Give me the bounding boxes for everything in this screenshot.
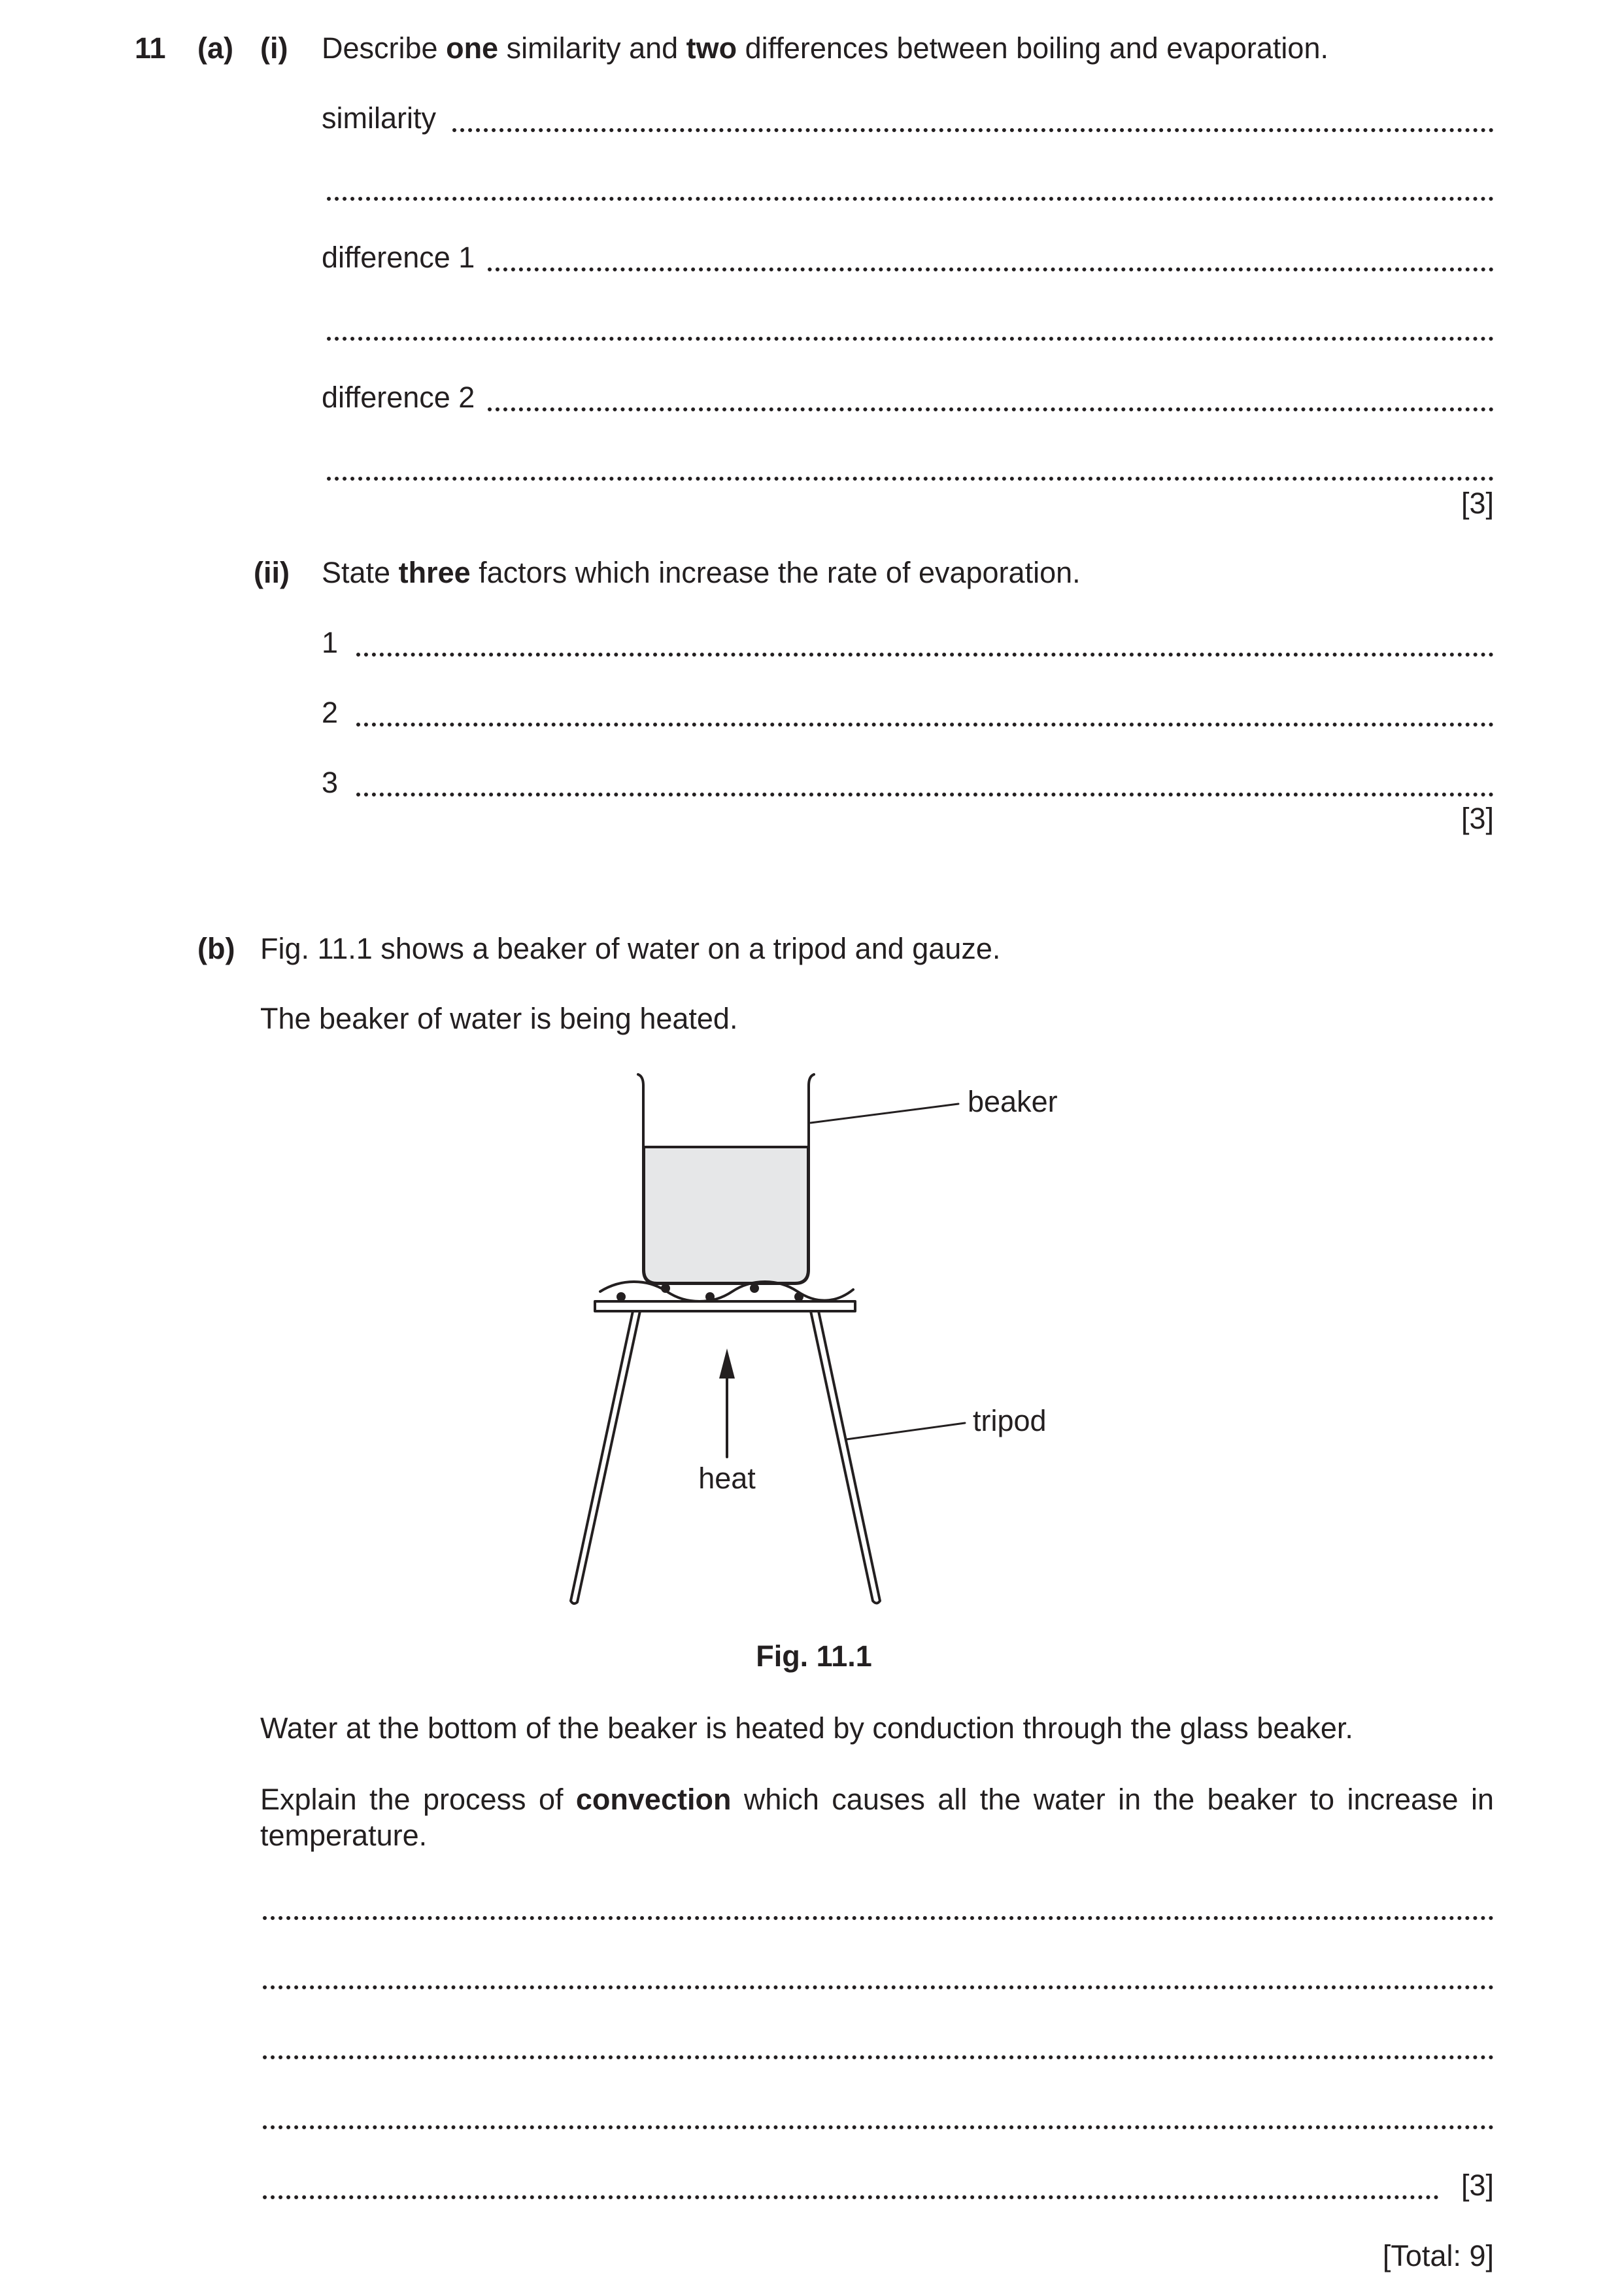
part-b-intro-1: Fig. 11.1 shows a beaker of water on a tripod and gauze.	[260, 932, 1001, 965]
gauze-dot	[750, 1284, 759, 1293]
factor-2-label: 2	[322, 696, 339, 729]
part-b-label: (b)	[197, 932, 235, 965]
gauze-dot	[617, 1292, 626, 1301]
sub-i-label: (i)	[260, 31, 288, 65]
factor-1-label: 1	[322, 626, 339, 659]
tripod-label: tripod	[973, 1404, 1047, 1437]
sub-i-prompt: Describe one similarity and two differences between boiling and evaporation.	[322, 31, 1328, 65]
similarity-label: similarity	[322, 101, 436, 135]
gauze-dot	[705, 1292, 715, 1301]
heat-label: heat	[698, 1462, 756, 1495]
part-b-marks: [3]	[1461, 2168, 1494, 2202]
tripod-top	[595, 1301, 855, 1311]
tripod-right-leg	[811, 1311, 880, 1603]
factor-3-label: 3	[322, 766, 339, 799]
total-marks: [Total: 9]	[1382, 2239, 1494, 2272]
gauze-dot	[794, 1292, 803, 1301]
gauze-dot	[661, 1284, 670, 1293]
convection-answer-line-2[interactable]	[263, 1985, 1494, 1989]
difference-1-label: difference 1	[322, 241, 475, 274]
figure-caption: Fig. 11.1	[756, 1639, 872, 1673]
part-a-label: (a)	[197, 31, 233, 65]
convection-answer-line-1[interactable]	[263, 1916, 1494, 1920]
part-b-text-1: Water at the bottom of the beaker is heated by conduction through the glass beaker.	[260, 1711, 1353, 1745]
sub-i-marks: [3]	[1461, 487, 1494, 520]
part-b-intro-2: The beaker of water is being heated.	[260, 1002, 738, 1035]
convection-answer-line-4[interactable]	[263, 2125, 1494, 2129]
tripod-leader-line	[847, 1423, 965, 1439]
tripod-left-leg	[571, 1311, 640, 1603]
sub-ii-label: (ii)	[254, 556, 290, 589]
heat-arrow-head	[719, 1348, 735, 1379]
sub-ii-prompt: State three factors which increase the rate of evaporation.	[322, 556, 1081, 589]
convection-answer-line-5[interactable]	[263, 2195, 1439, 2199]
part-b-question: Explain the process of convection which causes all the water in the beaker to increase in temperature.	[260, 1783, 1494, 1852]
question-number: 11	[135, 31, 166, 65]
sub-ii-marks: [3]	[1461, 802, 1494, 835]
beaker-leader-line	[811, 1104, 958, 1123]
difference-2-label: difference 2	[322, 381, 475, 414]
convection-answer-line-3[interactable]	[263, 2055, 1494, 2059]
water	[644, 1147, 808, 1283]
beaker-label: beaker	[968, 1085, 1058, 1118]
